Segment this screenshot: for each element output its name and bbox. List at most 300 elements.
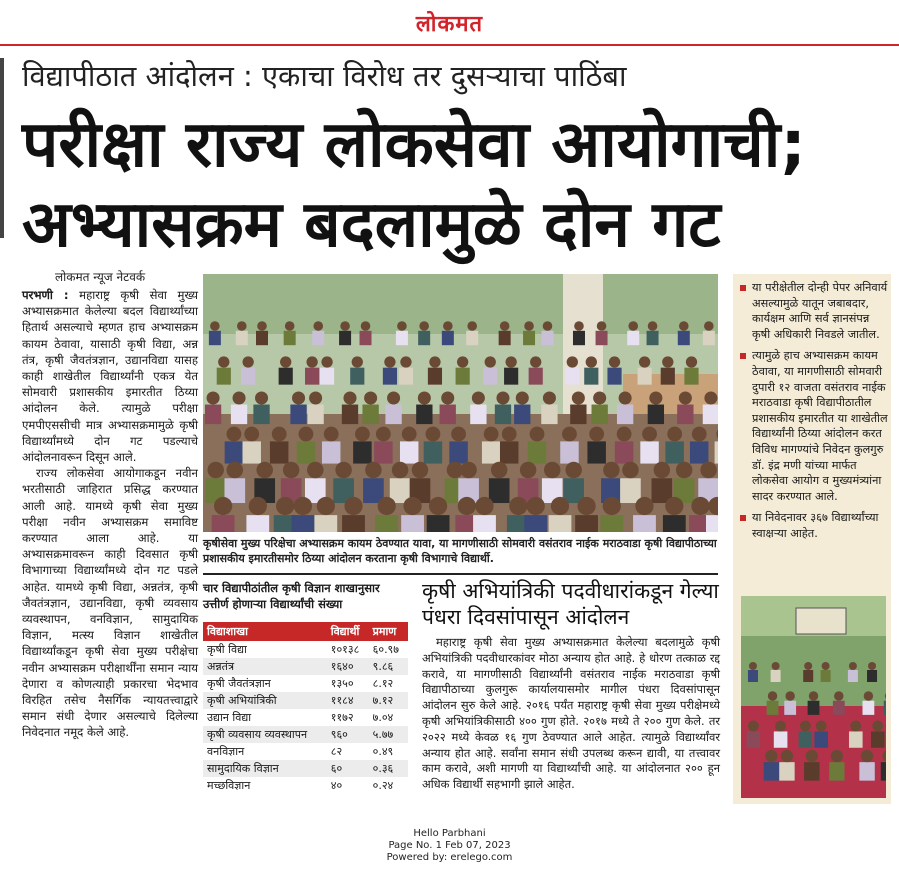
- person-body: [231, 405, 247, 425]
- person-head: [765, 750, 777, 762]
- person-body: [292, 515, 315, 532]
- cell-ratio: ९.८६: [369, 658, 408, 675]
- person-head: [218, 356, 229, 367]
- person-head: [397, 321, 407, 331]
- person-head: [400, 356, 411, 367]
- person-head: [597, 321, 607, 331]
- person-head: [443, 321, 453, 331]
- person-head: [255, 391, 268, 404]
- sidebar-item: त्यामुळे हाच अभ्यासक्रम कायम ठेवावा, या मागणीसाठी सोमवारी दुपारी १२ वाजता वसंतराव नाईक मराठवाडा कृषी विद्यापीठातील प्रशासकीय इमारतीत या शाखेतील विद्यार्थ्यांनी ठिय्या आंदोलन करत विविध मागण्यांचे निवेदन कुलगुरु डॉ. इंद्र मणी यांच्या मार्फत लोकसेवा आयोग व मुख्यमंत्र्यांना सादर करण्यात आले.: [740, 348, 888, 504]
- person-body: [849, 731, 863, 747]
- person-head: [530, 356, 541, 367]
- person-body: [871, 731, 885, 747]
- person-body: [353, 441, 371, 463]
- person-body: [312, 331, 324, 345]
- person-body: [374, 441, 392, 463]
- person-body: [360, 331, 372, 345]
- person-body: [600, 515, 623, 532]
- person-body: [256, 331, 268, 345]
- person-body: [320, 368, 334, 385]
- person-head: [244, 427, 259, 442]
- person-head: [384, 356, 395, 367]
- sidebar-item: या निवेदनावर ३६७ विद्यार्थ्यांच्या स्वाक्षऱ्या आहेत.: [740, 510, 888, 541]
- person-body: [442, 331, 454, 345]
- person-head: [309, 391, 322, 404]
- person-head: [748, 721, 759, 732]
- person-body: [416, 405, 432, 425]
- person-head: [700, 462, 717, 479]
- table-row: [203, 777, 408, 794]
- dateline: परभणी :: [22, 288, 69, 302]
- person-body: [401, 515, 424, 532]
- person-head: [500, 321, 510, 331]
- cell-ratio: ६०.९७: [372, 643, 400, 656]
- person-body: [440, 405, 456, 425]
- person-body: [549, 515, 572, 532]
- person-head: [306, 356, 317, 367]
- person-head: [313, 321, 323, 331]
- person-body: [640, 441, 658, 463]
- person-head: [850, 721, 861, 732]
- person-body: [764, 762, 779, 780]
- person-body: [212, 515, 235, 532]
- person-body: [884, 701, 886, 715]
- person-body: [867, 670, 877, 682]
- person-body: [803, 670, 813, 682]
- person-body: [504, 368, 518, 385]
- person-head: [361, 321, 371, 331]
- square-bullet-icon: [740, 285, 746, 291]
- cell-branch: अन्नतंत्र: [203, 658, 327, 675]
- person-body: [385, 405, 401, 425]
- person-head: [679, 321, 689, 331]
- students-table: [203, 622, 408, 794]
- person-body: [706, 515, 718, 532]
- cell-branch: कृषी जैवतंत्रज्ञान: [207, 677, 271, 690]
- person-head: [496, 391, 509, 404]
- person-body: [418, 331, 430, 345]
- person-body: [284, 331, 296, 345]
- person-body: [305, 368, 319, 385]
- person-head: [543, 391, 556, 404]
- person-body: [541, 331, 553, 345]
- person-body: [495, 405, 511, 425]
- person-head: [355, 427, 370, 442]
- person-head: [283, 462, 300, 479]
- person-head: [210, 321, 220, 331]
- col-header-branch: विद्याशाखा: [203, 622, 327, 641]
- person-body: [627, 331, 639, 345]
- person-body: [799, 731, 813, 747]
- person-body: [829, 762, 844, 780]
- person-body: [784, 701, 796, 715]
- person-body: [270, 441, 288, 463]
- person-head: [849, 662, 857, 670]
- person-body: [663, 515, 686, 532]
- person-head: [392, 462, 409, 479]
- col-header-students: विद्यार्थी: [327, 622, 369, 641]
- person-body: [715, 441, 718, 463]
- person-body: [483, 368, 497, 385]
- person-body: [747, 731, 761, 747]
- person-head: [524, 321, 534, 331]
- table-row: [203, 709, 408, 726]
- article-body: [22, 287, 198, 741]
- person-body: [814, 731, 828, 747]
- person-body: [748, 670, 758, 682]
- person-head: [207, 391, 220, 404]
- person-head: [565, 462, 582, 479]
- person-head: [772, 662, 780, 670]
- person-head: [781, 750, 793, 762]
- sidebar-item: या परीक्षेतील दोन्ही पेपर अनिवार्य असल्यामुळे यातून जबाबदार, कार्यक्षम आणि सर्व ज्ञानसंपन्न कृषी अधिकारी निवडले जातील.: [740, 280, 888, 342]
- person-body: [767, 701, 779, 715]
- table-row: [203, 760, 408, 777]
- person-body: [290, 405, 306, 425]
- person-head: [768, 691, 777, 700]
- person-body: [703, 331, 715, 345]
- person-head: [475, 497, 493, 515]
- main-photo: [203, 274, 718, 532]
- person-head: [491, 462, 508, 479]
- protest-crowd-photo: [203, 274, 718, 532]
- person-head: [572, 391, 585, 404]
- person-head: [387, 391, 400, 404]
- byline: लोकमत न्यूज नेटवर्क: [55, 270, 146, 284]
- photo-caption: कृषीसेवा मुख्य परिक्षेचा अभ्यासक्रम कायम ठेवण्यात यावा, या मागणीसाठी सोमवारी वसंतराव नाईक मराठवाडा कृषी विद्यापीठाच्या प्रशासकीय इमारतीसमोर ठिय्या आंदोलन करताना कृषी विभागाचे विद्यार्थी.: [203, 537, 717, 565]
- person-head: [665, 497, 683, 515]
- person-body: [541, 405, 557, 425]
- person-body: [322, 441, 340, 463]
- person-head: [249, 497, 267, 515]
- person-head: [868, 662, 876, 670]
- person-head: [800, 721, 811, 732]
- person-body: [804, 762, 819, 780]
- person-body: [375, 515, 398, 532]
- person-head: [749, 662, 757, 670]
- person-head: [419, 321, 429, 331]
- person-head: [343, 391, 356, 404]
- person-body: [524, 515, 547, 532]
- person-head: [544, 462, 561, 479]
- person-head: [227, 462, 244, 479]
- person-body: [342, 405, 358, 425]
- person-head: [704, 321, 714, 331]
- person-body: [881, 762, 886, 780]
- person-head: [460, 462, 477, 479]
- person-head: [649, 391, 662, 404]
- person-head: [543, 321, 553, 331]
- person-head: [516, 391, 529, 404]
- person-head: [472, 391, 485, 404]
- person-body: [523, 331, 535, 345]
- person-head: [467, 321, 477, 331]
- person-head: [622, 462, 639, 479]
- person-head: [704, 391, 717, 404]
- person-head: [574, 321, 584, 331]
- person-body: [648, 405, 664, 425]
- seated-students-photo: [741, 596, 886, 798]
- person-head: [276, 497, 294, 515]
- person-body: [638, 368, 652, 385]
- person-body: [242, 441, 260, 463]
- person-body: [339, 331, 351, 345]
- cell-branch: कृषी अभियांत्रिकी: [203, 692, 327, 709]
- person-body: [482, 441, 500, 463]
- cell-ratio: ८.१२: [372, 677, 394, 690]
- person-head: [402, 427, 417, 442]
- person-body: [771, 670, 781, 682]
- person-body: [703, 405, 718, 425]
- person-head: [458, 497, 476, 515]
- table-row: [203, 692, 408, 709]
- person-body: [617, 405, 633, 425]
- table-row: [203, 641, 408, 658]
- person-body: [307, 405, 323, 425]
- person-head: [272, 427, 287, 442]
- person-head: [551, 497, 569, 515]
- cell-ratio: ०.४९: [372, 745, 394, 758]
- person-head: [603, 497, 621, 515]
- person-head: [294, 497, 312, 515]
- cell-students: १३५०: [330, 677, 354, 690]
- person-head: [321, 356, 332, 367]
- person-head: [509, 497, 527, 515]
- person-body: [456, 368, 470, 385]
- footer-edition: Hello Parbhani: [413, 828, 486, 839]
- person-head: [567, 356, 578, 367]
- person-head: [667, 427, 682, 442]
- person-body: [466, 331, 478, 345]
- cell-students: ९६०: [327, 726, 369, 743]
- person-head: [457, 356, 468, 367]
- person-body: [848, 670, 858, 682]
- person-body: [647, 331, 659, 345]
- person-body: [342, 515, 365, 532]
- person-body: [473, 515, 496, 532]
- person-head: [429, 356, 440, 367]
- person-head: [635, 497, 653, 515]
- person-head: [344, 497, 362, 515]
- body-paragraph-1: परभणी : महाराष्ट्र कृषी सेवा मुख्य अभ्यासक्रमात केलेल्या बदल विद्यार्थ्यांच्या हितार्थ असल्याचे म्हणत हाच अभ्यासक्रम कायम ठेवावा, यासाठी कृषी विद्या, अन्न तंत्र, कृषी जैवतंत्रज्ञान, उद्यानविद्या यासह काही शाखेतील विद्यार्थ्यांनी एकत्र येत सोमवारी प्रशासकीय इमारतीत ठिय्या आंदोलन केले. त्यामुळे परीक्षा एमपीएससीची मात्र अभ्यासक्रमामुळे कृषी विद्यार्थ्यांमध्ये दोन गट पडल्याचे आंदोलनावरून दिसून आले.: [22, 288, 198, 465]
- person-head: [352, 356, 363, 367]
- person-head: [280, 356, 291, 367]
- cell-ratio: ०.३६: [369, 760, 408, 777]
- cell-branch: मच्छविज्ञान: [207, 779, 251, 792]
- cell-students: ११७२: [330, 711, 354, 724]
- person-head: [214, 497, 232, 515]
- person-head: [451, 427, 466, 442]
- person-body: [678, 331, 690, 345]
- square-bullet-icon: [740, 515, 746, 521]
- person-body: [665, 441, 683, 463]
- sidebar-photo: [741, 596, 886, 798]
- person-head: [593, 391, 606, 404]
- person-body: [620, 478, 641, 503]
- person-body: [246, 515, 269, 532]
- left-edge-strip: [0, 58, 4, 238]
- person-body: [297, 441, 315, 463]
- person-head: [809, 691, 818, 700]
- kicker: विद्यापीठात आंदोलन : एकाचा विरोध तर दुसऱ्याचा पाठिंबा: [22, 59, 627, 93]
- person-head: [484, 427, 499, 442]
- person-body: [279, 368, 293, 385]
- person-head: [418, 391, 431, 404]
- cell-branch: वनविज्ञान: [207, 745, 245, 758]
- person-head: [589, 427, 604, 442]
- person-head: [642, 427, 657, 442]
- person-head: [412, 462, 429, 479]
- person-head: [775, 721, 786, 732]
- body-paragraph-2: राज्य लोकसेवा आयोगाकडून नवीन भरतीसाठी जाहिरात प्रसिद्ध करण्यात आली आहे. यामध्ये कृषी सेवा मुख्य परीक्षा नवीन अभ्यासक्रम समाविष्ट करण्यात आला आहे. या अभ्यासक्रमावरून काही दिवसात कृषी विभागाच्या विद्यार्थ्यांमध्ये दोन गट पडले आहेत. यामध्ये कृषी विद्या, अन्नतंत्र, कृषी जैवतंत्रज्ञान, उद्यानविद्या, कृषी व्यवसाय व्यवस्थापन, वनविज्ञान, सामुदायिक विज्ञान, मत्स्य विज्ञान शाखेतील विद्यार्थ्यांकडून कृषी सेवा मुख्य परीक्षेचा नवीन अभ्यासक्रम परीक्षार्थींना समान न्याय देणारा व कोणत्याही प्रकारचा भेदभाव विरहित तसेच नैसर्गिक न्यायतत्त्वाद्वारे समान संधी देणार असल्याचे दिलेल्या निवेदनात नमूद केले आहे.: [22, 466, 198, 740]
- person-head: [257, 321, 267, 331]
- person-head: [403, 497, 421, 515]
- person-head: [285, 321, 295, 331]
- person-body: [514, 405, 530, 425]
- person-head: [785, 691, 794, 700]
- person-head: [816, 721, 827, 732]
- sub-article-body: [422, 635, 720, 793]
- cell-students: १०१३८: [330, 643, 360, 656]
- person-head: [527, 497, 545, 515]
- table-row: [203, 743, 408, 760]
- person-body: [615, 441, 633, 463]
- person-body: [427, 515, 450, 532]
- table-row: [203, 658, 408, 675]
- person-head: [603, 462, 620, 479]
- table-header-row: [203, 622, 408, 641]
- cell-ratio: ७.०४: [372, 711, 394, 724]
- cell-students: १६४०: [327, 658, 369, 675]
- person-body: [821, 670, 831, 682]
- person-body: [396, 331, 408, 345]
- cell-branch: कृषी व्यवसाय व्यवस्थापन: [203, 726, 327, 743]
- person-head: [376, 427, 391, 442]
- person-body: [241, 368, 255, 385]
- person-body: [428, 368, 442, 385]
- person-head: [207, 462, 224, 479]
- cell-branch: उद्यान विद्या: [207, 711, 252, 724]
- person-body: [400, 441, 418, 463]
- lokmat-logo: लोकमत: [415, 11, 484, 37]
- person-body: [500, 441, 518, 463]
- cell-students: ६०: [327, 760, 369, 777]
- person-head: [872, 721, 883, 732]
- cell-ratio: ५.७७: [369, 726, 408, 743]
- person-body: [690, 441, 708, 463]
- person-head: [562, 427, 577, 442]
- person-body: [570, 405, 586, 425]
- cell-students: ८२: [330, 745, 343, 758]
- sub-headline: कृषी अभियांत्रिकी पदवीधारांकडून गेल्या पंधरा दिवसांपासून आंदोलन: [422, 579, 719, 629]
- person-head: [365, 462, 382, 479]
- person-head: [686, 356, 697, 367]
- cell-students: ११८४: [327, 692, 369, 709]
- person-body: [863, 701, 875, 715]
- person-head: [256, 462, 273, 479]
- person-body: [253, 405, 269, 425]
- person-head: [609, 356, 620, 367]
- person-head: [292, 391, 305, 404]
- person-body: [424, 441, 442, 463]
- col-header-ratio: प्रमाण: [369, 622, 408, 641]
- sidebar-list: [740, 280, 888, 548]
- headline-line-2: अभ्यासक्रम बदलामुळे दोन गट: [22, 188, 721, 262]
- person-head: [324, 427, 339, 442]
- person-head: [617, 427, 632, 442]
- person-body: [470, 405, 486, 425]
- person-head: [577, 497, 595, 515]
- person-body: [808, 701, 820, 715]
- person-body: [205, 405, 221, 425]
- person-head: [227, 427, 242, 442]
- person-head: [586, 356, 597, 367]
- person-head: [628, 321, 638, 331]
- person-head: [335, 462, 352, 479]
- person-body: [449, 441, 467, 463]
- person-head: [237, 321, 247, 331]
- person-body: [236, 331, 248, 345]
- square-bullet-icon: [740, 353, 746, 359]
- sub-body-paragraph: महाराष्ट्र कृषी सेवा मुख्य अभ्यासक्रमात केलेल्या बदलामुळे कृषी अभियांत्रिकी पदवीधारकांवर मोठा अन्याय होत आहे. हे धोरण तत्काळ रद्द करावे, या मागणीसाठी विद्यार्थ्यांनी वसंतराव नाईक मराठवाडा कृषी विद्यापीठाच्या कुलगुरू कार्यालयासमोर मागील पंधरा दिवसांपासून आंदोलन सुरु केले आहे. २०१६ पर्यंत महाराष्ट्र कृषी सेवा मुख्य परीक्षेमध्ये कृषी अभियांत्रिकीसाठी ४०० गुण होते. २०१७ मध्ये ते २०० गुण केले. तर २०२२ मध्ये केवळ १६ गुण ठेवण्यात आले आहेत. त्यामुळे विद्यार्थ्यांवर अन्याय होत आहे. सर्वांना समान संधी उपलब्ध करून द्यावी, या तत्त्वावर काम करावे, अशी मागणी या विद्यार्थ्यांची आहे. या आंदोलनात २०० हून अधिक विद्यार्थी सहभागी झाले आहेत.: [422, 635, 720, 792]
- person-head: [502, 427, 517, 442]
- person-head: [364, 391, 377, 404]
- person-head: [831, 750, 843, 762]
- cell-students: ४०: [330, 779, 343, 792]
- person-body: [565, 368, 579, 385]
- person-body: [489, 478, 510, 503]
- table-title: चार विद्यापीठांतील कृषी विज्ञान शाखानुसार उत्तीर्ण होणाऱ्या विद्यार्थ्यांची संख्या: [203, 581, 380, 611]
- person-head: [340, 321, 350, 331]
- person-head: [654, 462, 671, 479]
- cell-branch: सामुदायिक विज्ञान: [203, 760, 327, 777]
- table-row: [203, 726, 408, 743]
- person-head: [378, 497, 396, 515]
- person-body: [779, 762, 794, 780]
- footer-page-date: Page No. 1 Feb 07, 2023: [388, 840, 511, 851]
- person-body: [592, 405, 608, 425]
- person-head: [834, 691, 843, 700]
- person-head: [505, 356, 516, 367]
- person-head: [679, 391, 692, 404]
- person-head: [426, 427, 441, 442]
- person-body: [314, 515, 337, 532]
- person-body: [560, 441, 578, 463]
- person-head: [317, 497, 335, 515]
- person-body: [587, 441, 605, 463]
- caption-rule: [203, 573, 718, 575]
- person-head: [804, 662, 812, 670]
- person-head: [485, 356, 496, 367]
- person-body: [399, 368, 413, 385]
- masthead-rule: [0, 44, 899, 46]
- person-body: [383, 368, 397, 385]
- person-head: [307, 462, 324, 479]
- person-body: [209, 331, 221, 345]
- person-head: [619, 391, 632, 404]
- table-row: [203, 675, 408, 692]
- person-head: [639, 356, 650, 367]
- person-body: [661, 368, 675, 385]
- person-head: [648, 321, 658, 331]
- person-head: [864, 691, 873, 700]
- person-head: [233, 391, 246, 404]
- person-head: [861, 750, 873, 762]
- person-body: [677, 405, 693, 425]
- person-head: [520, 462, 537, 479]
- person-body: [833, 701, 845, 715]
- person-head: [691, 497, 709, 515]
